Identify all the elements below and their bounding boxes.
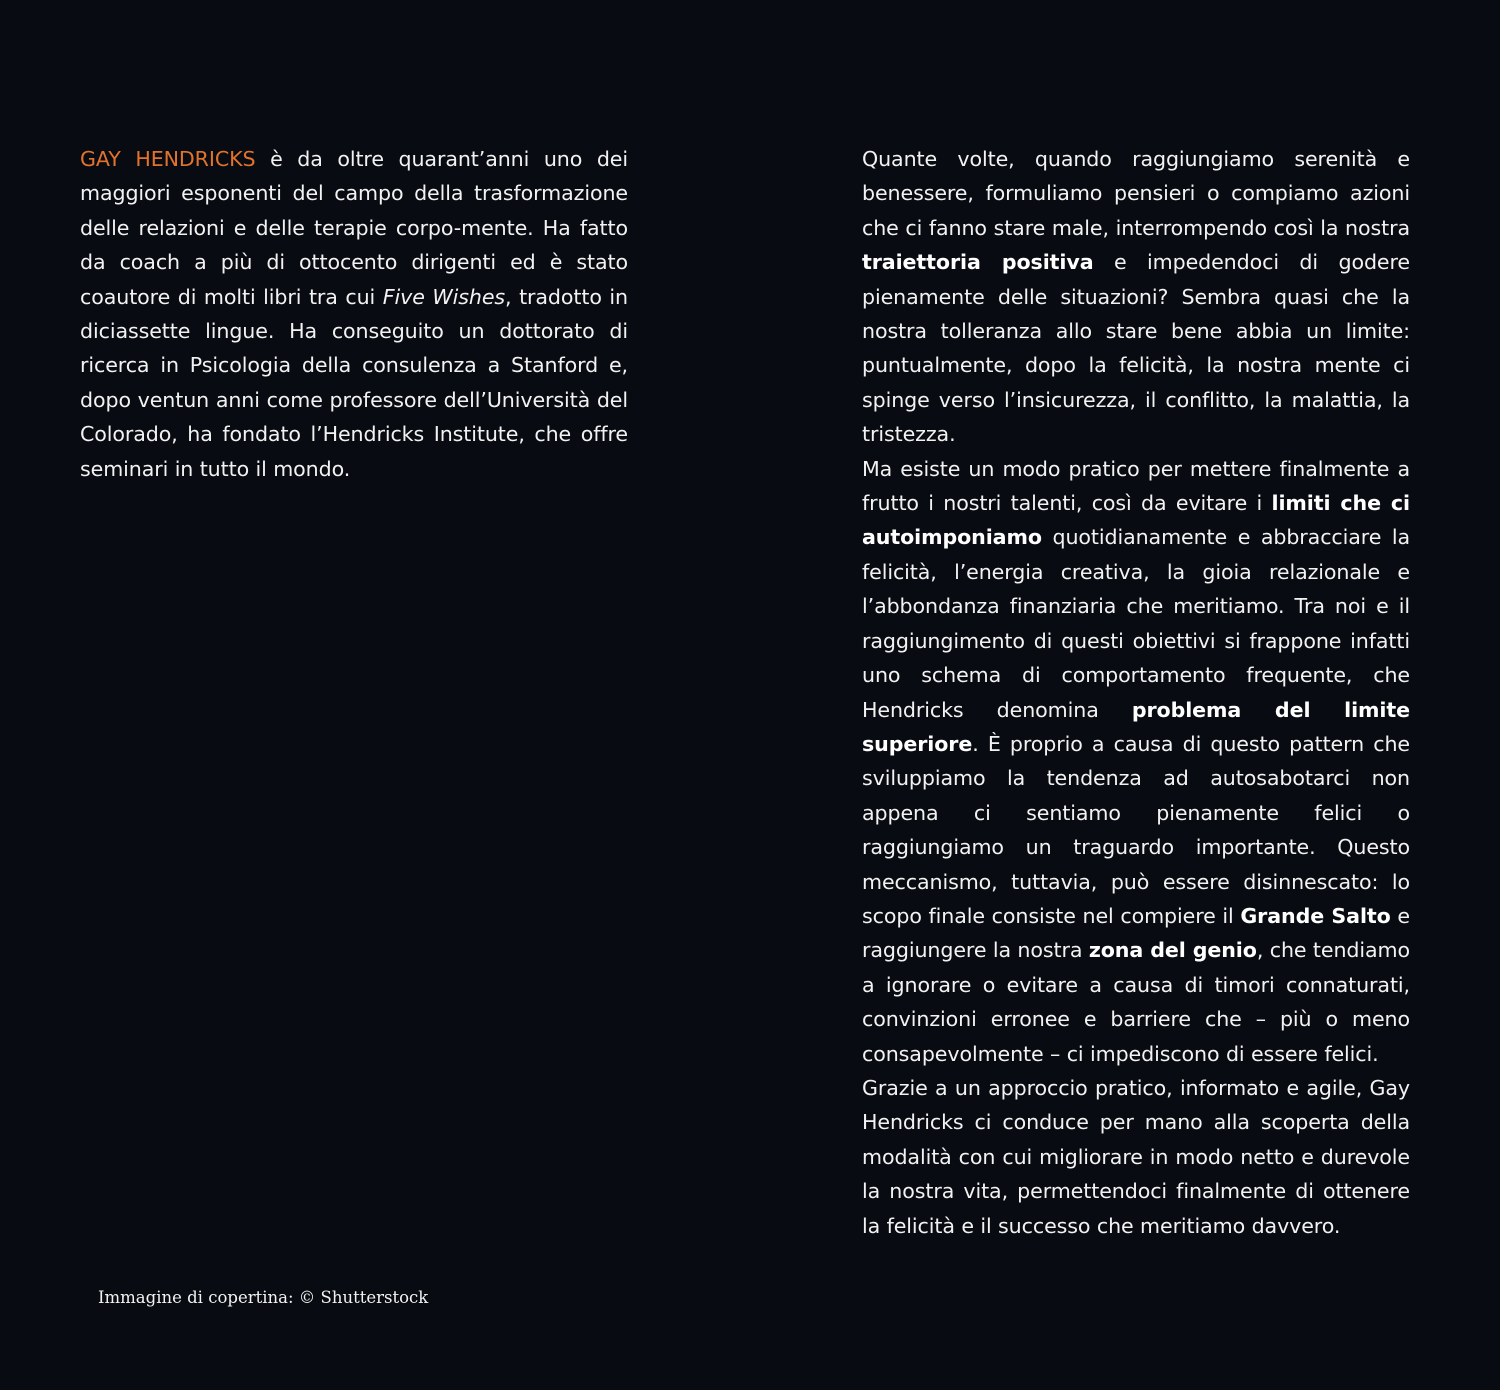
blurb-text: e raggiungere la nostra (862, 903, 1410, 963)
blurb-text: e impedendoci di godere pienamente delle situazioni? Sembra quasi che la nostra tolleranza allo stare bene abbia un limite: puntualmente, dopo la felicità, la nostra mente ci spinge verso l’insicurezza, il conflitto, la malattia, la tristezza. (862, 250, 1410, 447)
blurb-paragraph-2 (862, 452, 1410, 1071)
blurb-highlight: problema del limite superiore (862, 697, 1410, 756)
blurb-highlight: Grande Salto (1240, 903, 1391, 928)
blurb-highlight: zona del genio (1088, 938, 1257, 963)
blurb-text: Grazie a un approccio pratico, informato e agile, Gay Hendricks ci conduce per mano alla scoperta della modalità con cui migliorare in modo netto e durevole la nostra vita, permettendoci finalmente di ottenere la felicità e il successo che meritiamo davvero. (862, 1075, 1410, 1238)
cover-image-credit: Immagine di copertina: © Shutterstock (98, 1288, 429, 1307)
author-bio-paragraph (80, 142, 628, 486)
blurb-paragraph-1 (862, 142, 1410, 452)
blurb-text: . È proprio a causa di questo pattern che sviluppiamo la tendenza ad autosabotarci non appena ci sentiamo pienamente felici o raggiungiamo un traguardo importante. Questo meccanismo, tuttavia, può essere disinnescato: lo scopo finale consiste nel compiere il (862, 731, 1410, 928)
blurb-highlight: traiettoria positiva (862, 250, 1094, 275)
bio-text: , tradotto in diciassette lingue. Ha conseguito un dottorato di ricerca in Psicologia della consulenza a Stanford e, dopo ventun anni come professore dell’Università del Colorado, ha fondato l’Hendricks Institute, che offre seminari in tutto il mondo. (80, 284, 629, 481)
blurb-text: Ma esiste un modo pratico per mettere finalmente a frutto i nostri talenti, così da evitare i (862, 456, 1410, 516)
book-title: Five Wishes (382, 284, 506, 309)
book-blurb (862, 142, 1410, 1243)
author-bio (80, 142, 628, 486)
blurb-text: , che tendiamo a ignorare o evitare a causa di timori connaturati, convinzioni erronee e barriere che – più o meno consapevolmente – ci impediscono di essere felici. (862, 938, 1410, 1066)
bio-text: è da oltre quarant’anni uno dei maggiori esponenti del campo della trasformazione delle relazioni e delle terapie corpo-mente. Ha fatto da coach a più di ottocento dirigenti ed è stato coautore di molti libri tra cui (80, 147, 628, 309)
blurb-text: Quante volte, quando raggiungiamo serenità e benessere, formuliamo pensieri o compiamo azioni che ci fanno stare male, interrompendo così la nostra (862, 147, 1410, 240)
blurb-text: quotidianamente e abbracciare la felicità, l’energia creativa, la gioia relazionale e l’abbondanza finanziaria che meritiamo. Tra noi e il raggiungimento di questi obiettivi si frappone infatti uno schema di comportamento frequente, che Hendricks denomina (862, 525, 1410, 722)
blurb-paragraph-3 (862, 1071, 1410, 1243)
blurb-highlight: limiti che ci autoimponiamo (862, 491, 1410, 550)
author-name: GAY HENDRICKS (80, 147, 256, 171)
